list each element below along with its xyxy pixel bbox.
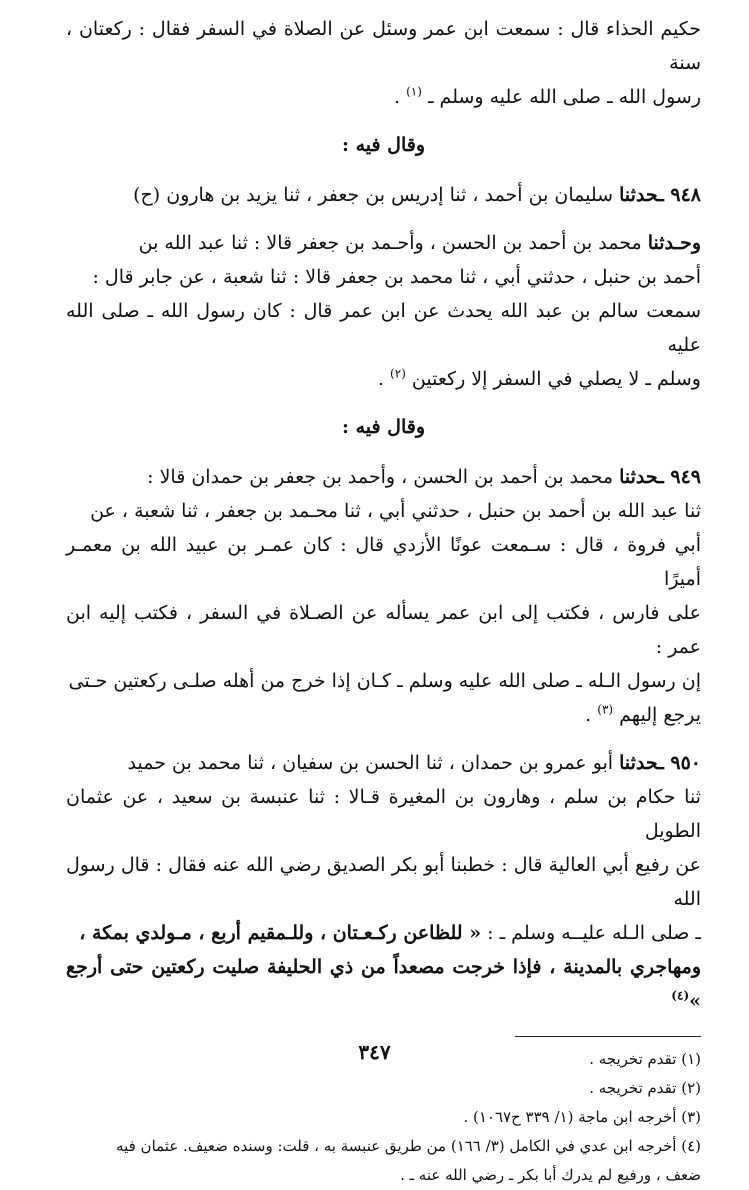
text-line — [66, 916, 701, 950]
hadith-949 — [66, 460, 701, 732]
text-line: أبي فروة ، قال : سـمعت عونًا الأزدي قال : كان عمـر بن عبيد الله بن معمـر أميرًا — [66, 534, 701, 590]
narration-opener: حدثنا — [619, 466, 659, 488]
prophetic-quote: « للظاعن ركـعـتان ، وللـمقيم أربع ، مـولدي بمكة ، — [79, 922, 482, 944]
text-line: ثنا عبد الله بن أحمد بن حنبل ، حدثني أبي ، ثنا محـمد بن جعفر ، ثنا شعبة ، عن — [90, 500, 701, 522]
text-segment: محمد بن أحمد بن الحسن ، وأحـمد بن جعفر قالا : ثنا عبد الله بن — [138, 232, 648, 254]
footnote: (١) تقدم تخريجه . — [589, 1050, 701, 1068]
prophetic-quote: ومهاجري بالمدينة ، فإذا خرجت مصعداً من ذي الحليفة صليت ركعتين حتى أرجع » — [66, 956, 701, 1012]
text-line: على فارس ، فكتب إلى ابن عمر يسأله عن الصـلاة في السفر ، فكتب إليه ابن عمر : — [66, 602, 701, 658]
intro-paragraph — [66, 12, 701, 114]
hadith-948-chain-2 — [66, 226, 701, 396]
section-heading: وقال فيه : — [341, 416, 426, 438]
footnote-separator — [515, 1036, 701, 1037]
footnote-ref: (١) — [406, 84, 422, 99]
text-line — [66, 80, 701, 114]
footnote-ref: (٢) — [390, 366, 406, 381]
footnote: (٢) تقدم تخريجه . — [589, 1079, 701, 1097]
text-line: إن رسول الـله ـ صلى الله عليه وسلم ـ كـان إذا خرج من أهله صلـى ركعتين حـتى — [68, 670, 701, 692]
text-line — [66, 460, 701, 494]
text-line: أحمد بن حنبل ، حدثني أبي ، ثنا محمد بن جعفر قالا : ثنا شعبة ، عن جابر قال : — [92, 266, 701, 288]
text-line: سمعت سالم بن عبد الله يحدث عن ابن عمر قال : كان رسول الله ـ صلى الله عليه — [66, 300, 701, 356]
section-heading: وقال فيه : — [341, 134, 426, 156]
text-segment: سليمان بن أحمد ، ثنا إدريس بن جعفر ، ثنا يزيد بن هارون (ح) — [133, 184, 620, 206]
narration-opener: حدثنا — [619, 184, 659, 206]
hadith-number: ٩٤٨ ـ — [658, 184, 701, 206]
narration-opener: حدثنا — [619, 752, 659, 774]
text-line: عن رفيع أبي العالية قال : خطبنا أبو بكر الصديق رضي الله عنه فقال : قال رسول الله — [66, 854, 701, 910]
text-line — [66, 950, 701, 1018]
footnote: (٤) أخرجه ابن عدي في الكامل (٣/ ١٦٦) من طريق عنبسة به ، قلت: وسنده ضعيف. عثمان فيه — [116, 1137, 701, 1155]
text-line: ثنا حكام بن سلم ، وهارون بن المغيرة قـالا : ثنا عنبسة بن سعيد ، عن عثمان الطويل — [66, 786, 701, 842]
text-line — [66, 178, 701, 212]
hadith-948 — [66, 178, 701, 212]
text-line: حكيم الحذاء قال : سمعت ابن عمر وسئل عن الصلاة في السفر فقال : ركعتان ، سنة — [66, 18, 701, 74]
footnotes — [66, 1045, 701, 1190]
text-segment: وسلم ـ لا يصلي في السفر إلا ركعتين — [411, 368, 701, 390]
text-segment: . — [377, 368, 391, 390]
footnote-ref: (٣) — [597, 702, 614, 717]
text-line — [66, 698, 701, 732]
page-number: ٣٤٧ — [358, 1040, 391, 1064]
text-segment: . — [393, 86, 407, 108]
hadith-number: ٩٥٠ ـ — [658, 752, 701, 774]
text-segment: رسول الله ـ صلى الله عليه وسلم ـ — [427, 86, 701, 108]
text-segment: يرجع إليهم — [619, 704, 701, 726]
text-segment: أبو عمرو بن حمدان ، ثنا الحسن بن سفيان ، ثنا محمد بن حميد — [127, 752, 620, 774]
text-segment: ـ صلى الـله عليــه وسلم ـ : — [481, 922, 701, 944]
footnote-ref: (٤) — [671, 988, 690, 1003]
hadith-number: ٩٤٩ ـ — [658, 466, 701, 488]
text-segment: . — [585, 704, 598, 726]
hadith-950 — [66, 746, 701, 1018]
footnote: (٣) أخرجه ابن ماجة (١/ ٣٣٩ ح١٠٦٧) . — [463, 1108, 701, 1126]
text-line — [66, 226, 701, 260]
text-segment: محمد بن أحمد بن الحسن ، وأحمد بن جعفر بن حمدان قالا : — [147, 466, 620, 488]
footnote: ضعف ، ورفيع لم يدرك أبا بكر ـ رضي الله عنه ـ . — [400, 1166, 701, 1184]
narration-opener: وحـدثنا — [647, 232, 701, 254]
text-line — [66, 746, 701, 780]
text-line — [66, 362, 701, 396]
